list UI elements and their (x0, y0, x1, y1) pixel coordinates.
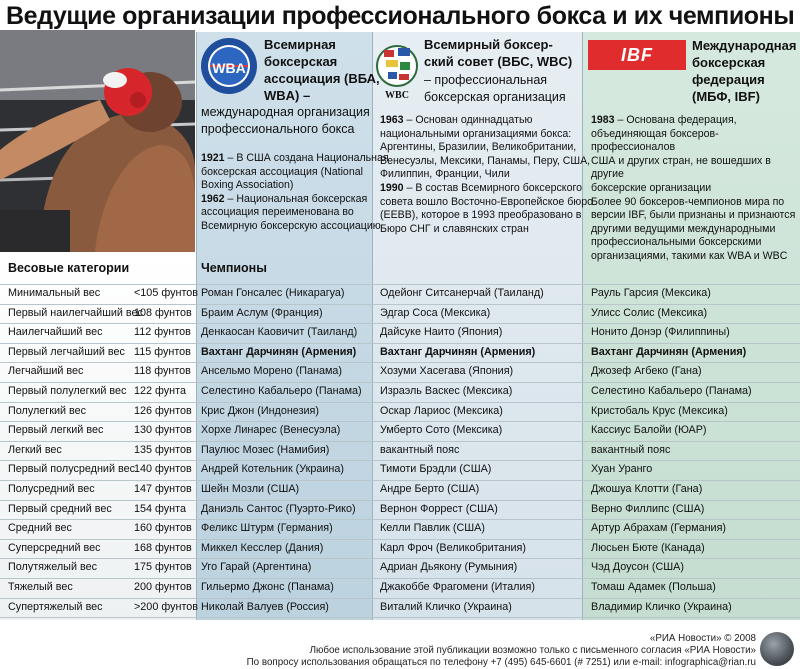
wbc-title: Всемирный боксер- ский совет (ВБС, WBC) (424, 37, 573, 69)
weight-limit: 135 фунтов (134, 443, 192, 456)
weight-category: Легчайший вес (8, 365, 84, 378)
wbc-champion: Джакоббе Фрагомени (Италия) (380, 581, 535, 593)
wba-champion: Николай Валуев (Россия) (201, 600, 329, 613)
weight-limit: 108 фунтов (134, 306, 192, 319)
weight-category: Средний вес (8, 522, 72, 535)
weight-limit: 154 фунта (134, 502, 186, 515)
wba-champion: Вахтанг Дарчинян (Армения) (201, 345, 357, 358)
wbc-champion: Умберто Сото (Мексика) (380, 424, 503, 437)
weight-limit: >200 фунтов (134, 600, 199, 613)
wba-champion: Андрей Котельник (Украина) (201, 463, 344, 476)
ibf-champion: Люсьен Бюте (Канада) (591, 541, 705, 554)
weight-category: Полулегкий вес (8, 404, 87, 417)
weight-category: Первый полулегкий вес (8, 385, 127, 397)
wbc-champion: Виталий Кличко (Украина) (380, 600, 512, 613)
wbc-champion: Эдгар Сосa (Мексика) (380, 306, 491, 319)
weight-limit: 115 фунтов (134, 345, 191, 358)
ibf-champion: Улисс Солис (Мексика) (591, 306, 708, 319)
wba-subtitle: международная организация профессионального бокса (201, 105, 370, 136)
weight-limit: <105 фунтов (134, 287, 199, 299)
wbc-champion: Андре Берто (США) (380, 483, 480, 495)
ria-logo (760, 632, 794, 666)
ibf-champion: Джошуа Клотти (Гана) (591, 483, 703, 495)
weight-category: Супертяжелый вес (8, 600, 103, 613)
ibf-logo-text: IBF (621, 45, 653, 65)
categories-header: Весовые категории (8, 261, 130, 275)
wbc-champion: Израэль Васкес (Мексика) (380, 385, 513, 397)
champions-header: Чемпионы (201, 261, 267, 275)
ibf-champion: Селестино Кабальеро (Панама) (591, 385, 752, 397)
wba-champion: Феликс Штурм (Германия) (201, 522, 333, 535)
ibf-champion: Верно Филлипс (США) (591, 502, 705, 515)
wba-champion: Паулюс Мозес (Намибия) (201, 443, 330, 456)
wbc-subtitle: – профессиональная боксерская организация (424, 73, 566, 104)
weight-category: Первый наилегчайший вес (8, 306, 143, 319)
wba-logo (200, 37, 258, 95)
wba-champion: Шейн Мозли (США) (201, 483, 300, 495)
ibf-champion: Вахтанг Дарчинян (Армения) (591, 345, 747, 358)
ibf-champion: вакантный пояс (591, 443, 671, 456)
weight-limit: 200 фунтов (134, 581, 192, 593)
weight-limit: 130 фунтов (134, 424, 192, 437)
wba-history: 1921 – В США создана Национальная боксерская ассоциация (National Boxing Association) 1962 – Национальная боксерская ассоциация переименована во Всемирную боксерскую ассоциацию (201, 152, 389, 232)
wbc-champion: вакантный пояс (380, 443, 460, 456)
ibf-champion: Чэд Доусон (США) (591, 561, 684, 574)
wba-champion: Гильермо Джонс (Панама) (201, 581, 334, 593)
contact-notice: По вопросу использования обращаться по телефону +7 (495) 645-6601 (# 7251) или e-mail: infographica@rian.ru (246, 657, 756, 668)
weight-category: Полутяжелый вес (8, 561, 97, 574)
wba-champion: Крис Джон (Индонезия) (201, 404, 320, 417)
weight-category: Первый средний вес (8, 502, 112, 515)
wbc-history: 1963 – Основан одиннадцатью национальными организациями бокса: Аргентины, Бразилии, Великобритании, Венесуэлы, Мексики, Панамы, Перу, США, Филиппин, Франции, Чили 1990 – В состав Всемирного боксерского совета вошло Восточно-Европейское бюро (EEBB), которое в 1993 преобразовано в Бюро СНГ и славянских стран (380, 114, 593, 235)
row-divider (0, 617, 800, 618)
weight-limit: 126 фунтов (134, 404, 192, 417)
wbc-champion: Вернон Форрест (США) (380, 502, 498, 515)
weight-limit: 160 фунтов (134, 522, 192, 535)
wba-champion: Ансельмо Морено (Панама) (201, 365, 343, 378)
weight-category: Минимальный вес (8, 287, 101, 299)
weight-limit: 140 фунтов (134, 463, 192, 476)
wbc-champion: Одейонг Ситсанерчай (Таиланд) (380, 287, 544, 299)
wbc-logo-text: WBC (385, 90, 409, 101)
wbc-champion: Карл Фроч (Великобритания) (380, 541, 526, 554)
weight-category: Полусредний вес (8, 483, 95, 495)
wbc-champion: Келли Павлик (США) (380, 522, 485, 535)
usage-notice: Любое использование этой публикации возможно только с письменного согласия «РИА Новости» (309, 645, 756, 656)
wbc-logo (376, 36, 418, 102)
weight-category: Первый полусредний вес (8, 463, 136, 476)
wbc-champion: Вахтанг Дарчинян (Армения) (380, 345, 536, 358)
ibf-title: Международная боксерская федерация (МБФ, IBF) (692, 38, 797, 104)
weight-category: Легкий вес (8, 443, 62, 456)
weight-category: Суперсредний вес (8, 541, 101, 554)
weight-category: Первый легкий вес (8, 424, 104, 437)
wbc-champion: Дайсуке Наито (Япония) (380, 326, 503, 339)
boxing-photo (0, 30, 195, 252)
ibf-champion: Кассиус Балойи (ЮАР) (591, 424, 707, 437)
weight-limit: 147 фунтов (134, 483, 192, 495)
column-divider (196, 32, 197, 620)
wbc-champion: Оскар Лариос (Мексика) (380, 404, 503, 417)
weight-category: Тяжелый вес (8, 581, 73, 593)
ibf-champion: Рауль Гарсия (Мексика) (591, 287, 711, 299)
ibf-champion: Владимир Кличко (Украина) (591, 600, 732, 613)
wba-champion: Даниэль Сантос (Пуэрто-Рико) (201, 502, 356, 515)
ibf-champion: Хуан Уранго (591, 463, 653, 476)
ibf-champion: Кристобаль Крус (Мексика) (591, 404, 728, 417)
ibf-champion: Нонито Донэр (Филиппины) (591, 326, 730, 339)
weight-limit: 112 фунтов (134, 326, 191, 339)
weight-limit: 175 фунтов (134, 561, 192, 574)
wbc-champion: Тимоти Брэдли (США) (380, 463, 492, 476)
ibf-champion: Томаш Адамек (Польша) (591, 581, 716, 593)
wba-champion: Селестино Кабальеро (Панама) (201, 385, 362, 397)
wba-logo-text: WBA (212, 60, 246, 76)
wba-champion: Хорхе Линарес (Венесуэла) (201, 424, 341, 437)
weight-limit: 168 фунтов (134, 541, 192, 554)
ibf-champion: Артур Абрахам (Германия) (591, 522, 727, 535)
wba-title: Всемирная боксерская ассоциация (ВБА, WBA) – (264, 37, 380, 103)
wba-champion: Роман Гонсалес (Никарагуа) (201, 287, 345, 299)
boxers-illustration (0, 30, 195, 252)
weight-category: Первый легчайший вес (8, 345, 125, 358)
wbc-champion: Адриан Дьякону (Румыния) (380, 561, 518, 574)
weight-limit: 118 фунтов (134, 365, 191, 378)
wba-champion: Миккел Кесслер (Дания) (201, 541, 324, 554)
wba-champion: Денкаосан Каовичит (Таиланд) (201, 326, 358, 339)
ibf-champion: Джозеф Агбеко (Гана) (591, 365, 702, 378)
copyright: «РИА Новости» © 2008 (649, 633, 756, 644)
wba-champion: Браим Аслум (Франция) (201, 306, 323, 319)
weight-limit: 122 фунта (134, 385, 186, 397)
page-title: Ведущие организации профессионального бокса и их чемпионы (6, 2, 795, 30)
ibf-history: 1983 – Основана федерация, объединяющая боксеров-профессионалов США и других стран, не вошедших в другие боксерские организации Более 90 боксеров-чемпионов мира по версии IBF, были признаны и признаются другими ведущими международными профессиональными боксерскими организациями, такими как WBA и WBC (591, 114, 796, 262)
ibf-logo (588, 40, 686, 70)
weight-category: Наилегчайший вес (8, 326, 103, 339)
wbc-champion: Хозуми Хасегава (Япония) (380, 365, 514, 378)
column-divider (372, 32, 373, 620)
wba-champion: Уго Гарай (Аргентина) (201, 561, 312, 574)
